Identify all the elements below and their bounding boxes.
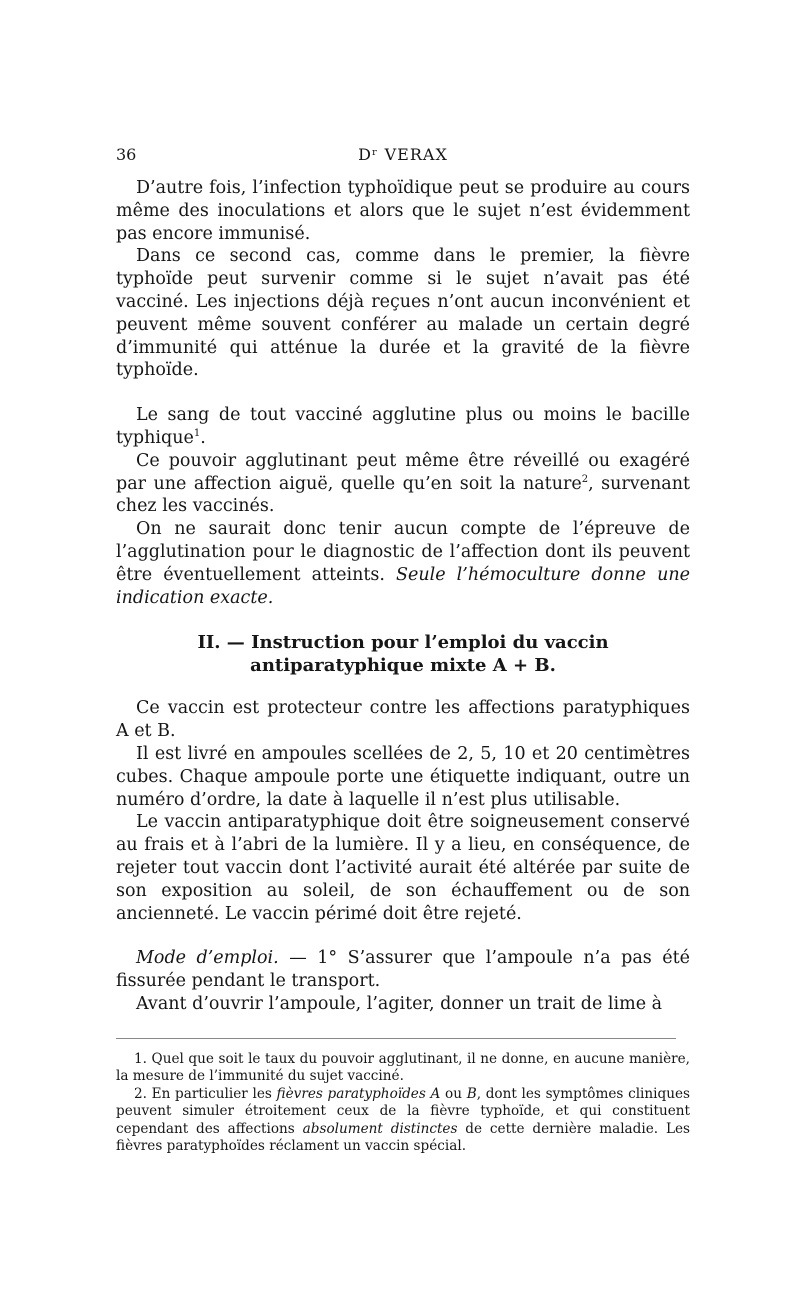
footnote-ref-2: 2 xyxy=(581,473,589,485)
section-title xyxy=(116,631,690,677)
page-header xyxy=(116,145,690,173)
footnote-ref-1: 1 xyxy=(193,428,201,440)
paragraph-5-text: On ne saurait donc tenir aucun compte de l’épreuve de l’agglutination pour le diagnostic de l’affection dont ils peuvent être éventuellement atteints. xyxy=(116,519,690,585)
paragraph-8: Le vaccin antiparatyphique doit être soigneusement conservé au frais et à l’abri de la lumière. Il y a lieu, en conséquence, de rejeter tout vaccin dont l’activité aurait été altérée par suite de son exposition au soleil, de son échauffement ou de son ancienneté. Le vaccin périmé doit être rejeté. xyxy=(116,812,690,924)
paragraph-9-text: — 1° S’assurer que l’ampoule n’a pas été fissurée pendant le transport. xyxy=(116,948,690,992)
footnote-2 xyxy=(116,1086,690,1156)
paragraph-gap xyxy=(116,382,690,404)
footnote-2-part-a: 2. En particulier les xyxy=(134,1085,277,1102)
footnote-2-italic-3: absolument distinctes xyxy=(302,1120,458,1137)
paragraph-4-text-b: , survenant chez les vaccinés. xyxy=(116,473,691,517)
footnote-2-part-c: , dont les symptômes cliniques peuvent simuler étroitement ceux de la fièvre typhoïde, et qui constituent cependant des affections xyxy=(116,1085,690,1137)
paragraph-7: Il est livré en ampoules scellées de 2, 5, 10 et 20 centimètres cubes. Chaque ampoule porte une étiquette indiquant, outre un numéro d’ordre, la date à laquelle il n’est plus utilisable. xyxy=(116,743,690,810)
paragraph-gap xyxy=(116,925,690,947)
page-body xyxy=(116,177,690,1156)
footnote-rule xyxy=(116,1038,676,1039)
paragraph-5 xyxy=(116,518,690,609)
paragraph-10: Avant d’ouvrir l’ampoule, l’agiter, donner un trait de lime à xyxy=(136,993,663,1014)
section-title-line-2: antiparatyphique mixte A + B. xyxy=(250,655,556,677)
paragraph-4 xyxy=(116,450,690,518)
paragraph-4-text-a: Ce pouvoir agglutinant peut même être réveillé ou exagéré par une affection aiguë, quelle qu’en soit la nature xyxy=(116,450,690,494)
paragraph-5-italic: Seule l’hémoculture donne une indication exacte. xyxy=(116,564,690,608)
page-number: 36 xyxy=(116,145,137,164)
paragraph-9 xyxy=(116,947,690,993)
paragraph-2: Dans ce second cas, comme dans le premier, la fièvre typhoïde peut survenir comme si le sujet n’avait pas été vacciné. Les injections déjà reçues n’ont aucun inconvénient et peuvent même souvent conférer au malade un certain degré d’immunité qui atténue la durée et la gravité de la fièvre typhoïde. xyxy=(116,246,690,381)
paragraph-3 xyxy=(116,404,690,450)
section-title-line-1: II. — Instruction pour l’emploi du vaccin xyxy=(197,632,609,654)
paragraph-3-end: . xyxy=(200,427,206,448)
footnote-2-italic-2: B xyxy=(466,1085,477,1102)
paragraph-1: D’autre fois, l’infection typhoïdique peut se produire au cours même des inoculations et alors que le sujet n’est évidemment pas encore immunisé. xyxy=(116,178,690,244)
footnote-2-part-b: ou xyxy=(440,1085,467,1102)
paragraph-3-text: Le sang de tout vacciné agglutine plus ou moins le bacille typhique xyxy=(116,405,690,448)
footnote-2-part-d: de cette dernière maladie. Les fièvres paratyphoïdes réclament un vaccin spécial. xyxy=(116,1120,690,1155)
footnote-2-italic-1: fièvres paratyphoïdes A xyxy=(276,1085,441,1102)
running-head: Dʳ VERAX xyxy=(358,145,448,164)
paragraph-6: Ce vaccin est protecteur contre les affections paratyphiques A et B. xyxy=(116,698,690,742)
footnotes xyxy=(116,1051,690,1156)
footnote-1: 1. Quel que soit le taux du pouvoir agglutinant, il ne donne, en aucune manière, la mesure de l’immunité du sujet vacciné. xyxy=(116,1050,690,1085)
mode-emploi-heading: Mode d’emploi. xyxy=(136,948,279,969)
